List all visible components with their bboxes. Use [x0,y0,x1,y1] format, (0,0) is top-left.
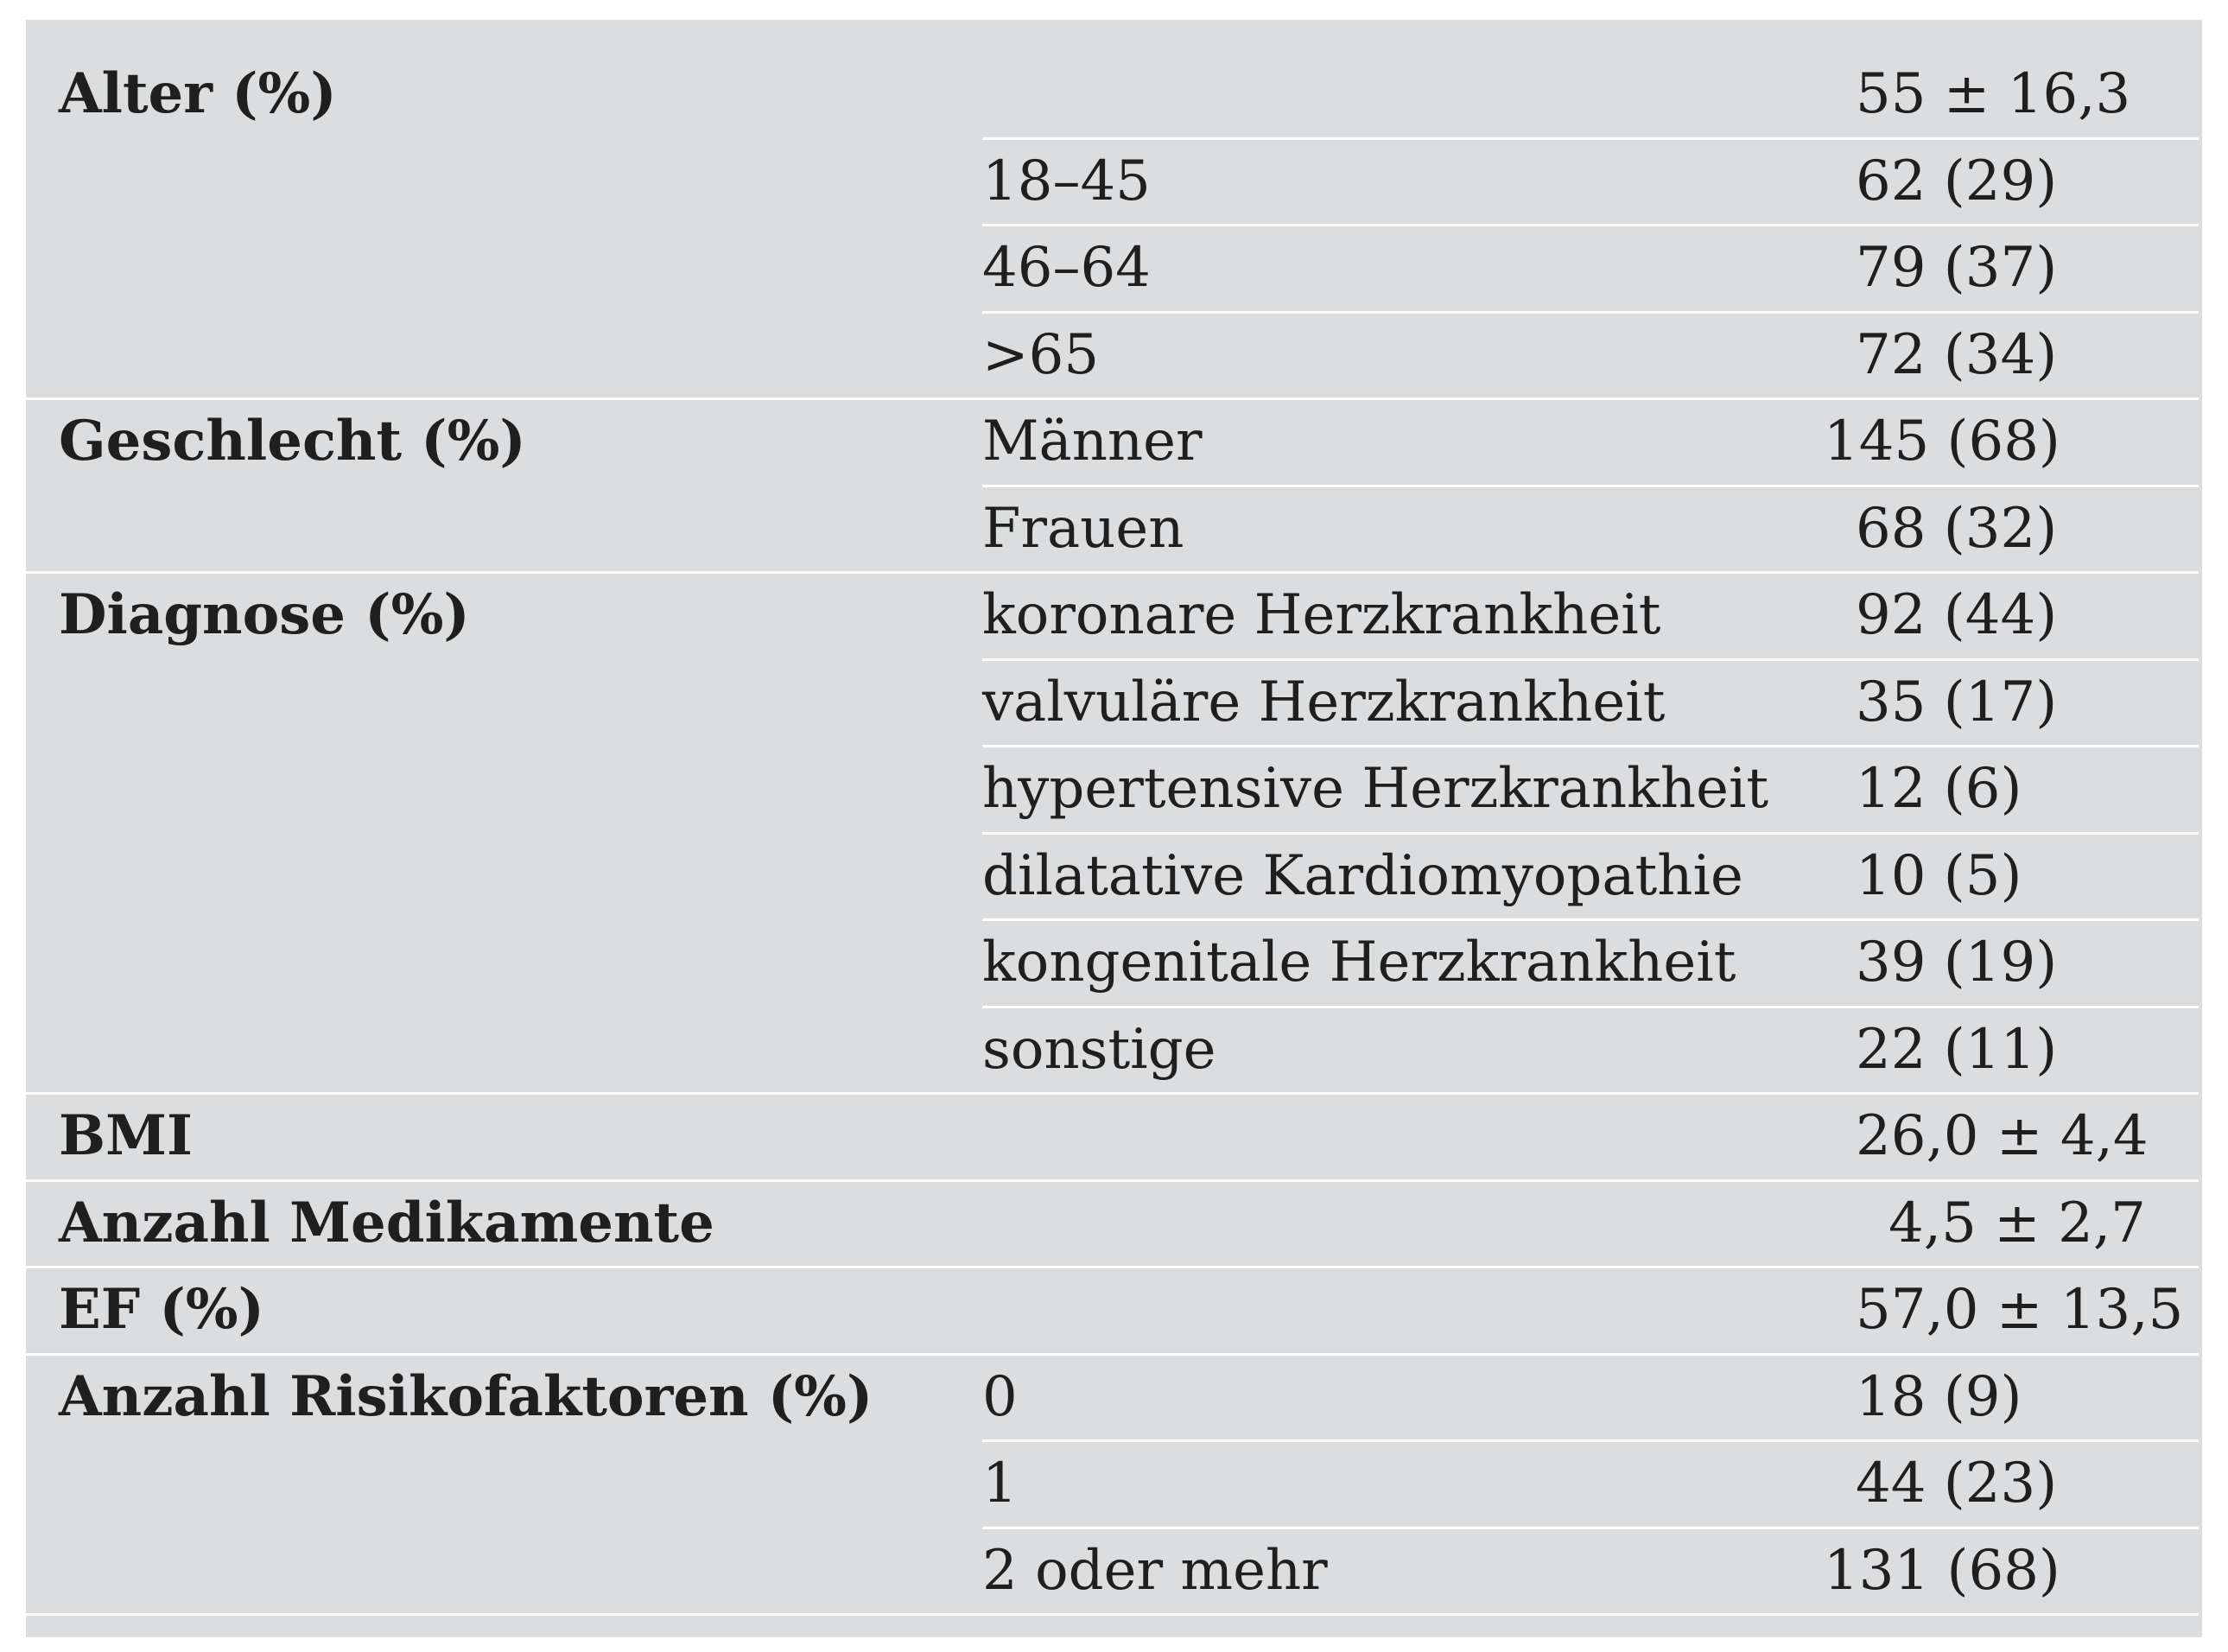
row-subcategory: dilatative Kardiomyopathie [982,843,1743,908]
table-row [26,312,2202,398]
row-value: 35 (17) [1856,670,2058,734]
table-row [26,1093,2202,1179]
row-subcategory: Männer [982,410,1203,473]
table-row [26,1180,2202,1267]
table-row [26,1528,2202,1614]
table-row [26,919,2202,1006]
row-subcategory: kongenitale Herzkrankheit [982,931,1736,994]
row-value: 62 (29) [1856,149,2058,213]
row-value: 72 (34) [1856,322,2058,387]
row-value: 68 (32) [1856,496,2058,561]
row-category: Anzahl Risikofaktoren (%) [59,1363,873,1429]
row-subcategory: koronare Herzkrankheit [982,583,1661,647]
table-row [26,51,2202,137]
row-category: BMI [59,1103,193,1168]
characteristics-table [26,20,2202,1637]
row-value: 12 (6) [1856,757,2022,821]
row-value: 131 (68) [1824,1538,2060,1603]
table-row [26,1007,2202,1093]
table-row [26,833,2202,919]
row-category: EF (%) [59,1277,264,1342]
table-row [26,1440,2202,1527]
row-value: 4,5 ± 2,7 [1888,1191,2146,1255]
row-value: 145 (68) [1824,410,2060,473]
row-value: 57,0 ± 13,5 [1856,1278,2184,1342]
row-value: 18 (9) [1856,1364,2022,1429]
row-subcategory: hypertensive Herzkrankheit [982,757,1769,821]
table-row [26,659,2202,746]
table-row [26,225,2202,311]
row-subcategory: 1 [982,1452,1018,1515]
row-subcategory: >65 [982,322,1100,387]
row-subcategory: 46–64 [982,236,1151,300]
section-divider [26,1613,2199,1616]
row-category: Anzahl Medikamente [59,1190,714,1255]
row-value: 39 (19) [1856,931,2058,994]
row-value: 10 (5) [1856,843,2022,908]
row-subcategory: Frauen [982,496,1184,561]
row-subcategory: sonstige [982,1017,1216,1082]
row-value: 79 (37) [1856,236,2058,300]
row-subcategory: valvuläre Herzkrankheit [982,670,1666,734]
row-value: 26,0 ± 4,4 [1856,1104,2149,1168]
table-row [26,1267,2202,1353]
table-row [26,398,2202,485]
row-category: Alter (%) [59,61,337,126]
table-row [26,1354,2202,1440]
row-category: Geschlecht (%) [59,409,526,473]
row-value: 55 ± 16,3 [1856,62,2131,126]
table-row [26,746,2202,832]
row-subcategory: 0 [982,1364,1018,1429]
table-row [26,572,2202,658]
row-subcategory: 18–45 [982,149,1151,213]
row-value: 22 (11) [1856,1017,2058,1082]
row-category: Diagnose (%) [59,582,470,647]
row-value: 92 (44) [1856,583,2058,647]
row-value: 44 (23) [1856,1452,2058,1515]
row-subcategory: 2 oder mehr [982,1538,1328,1603]
table-row [26,138,2202,225]
table-row [26,486,2202,572]
